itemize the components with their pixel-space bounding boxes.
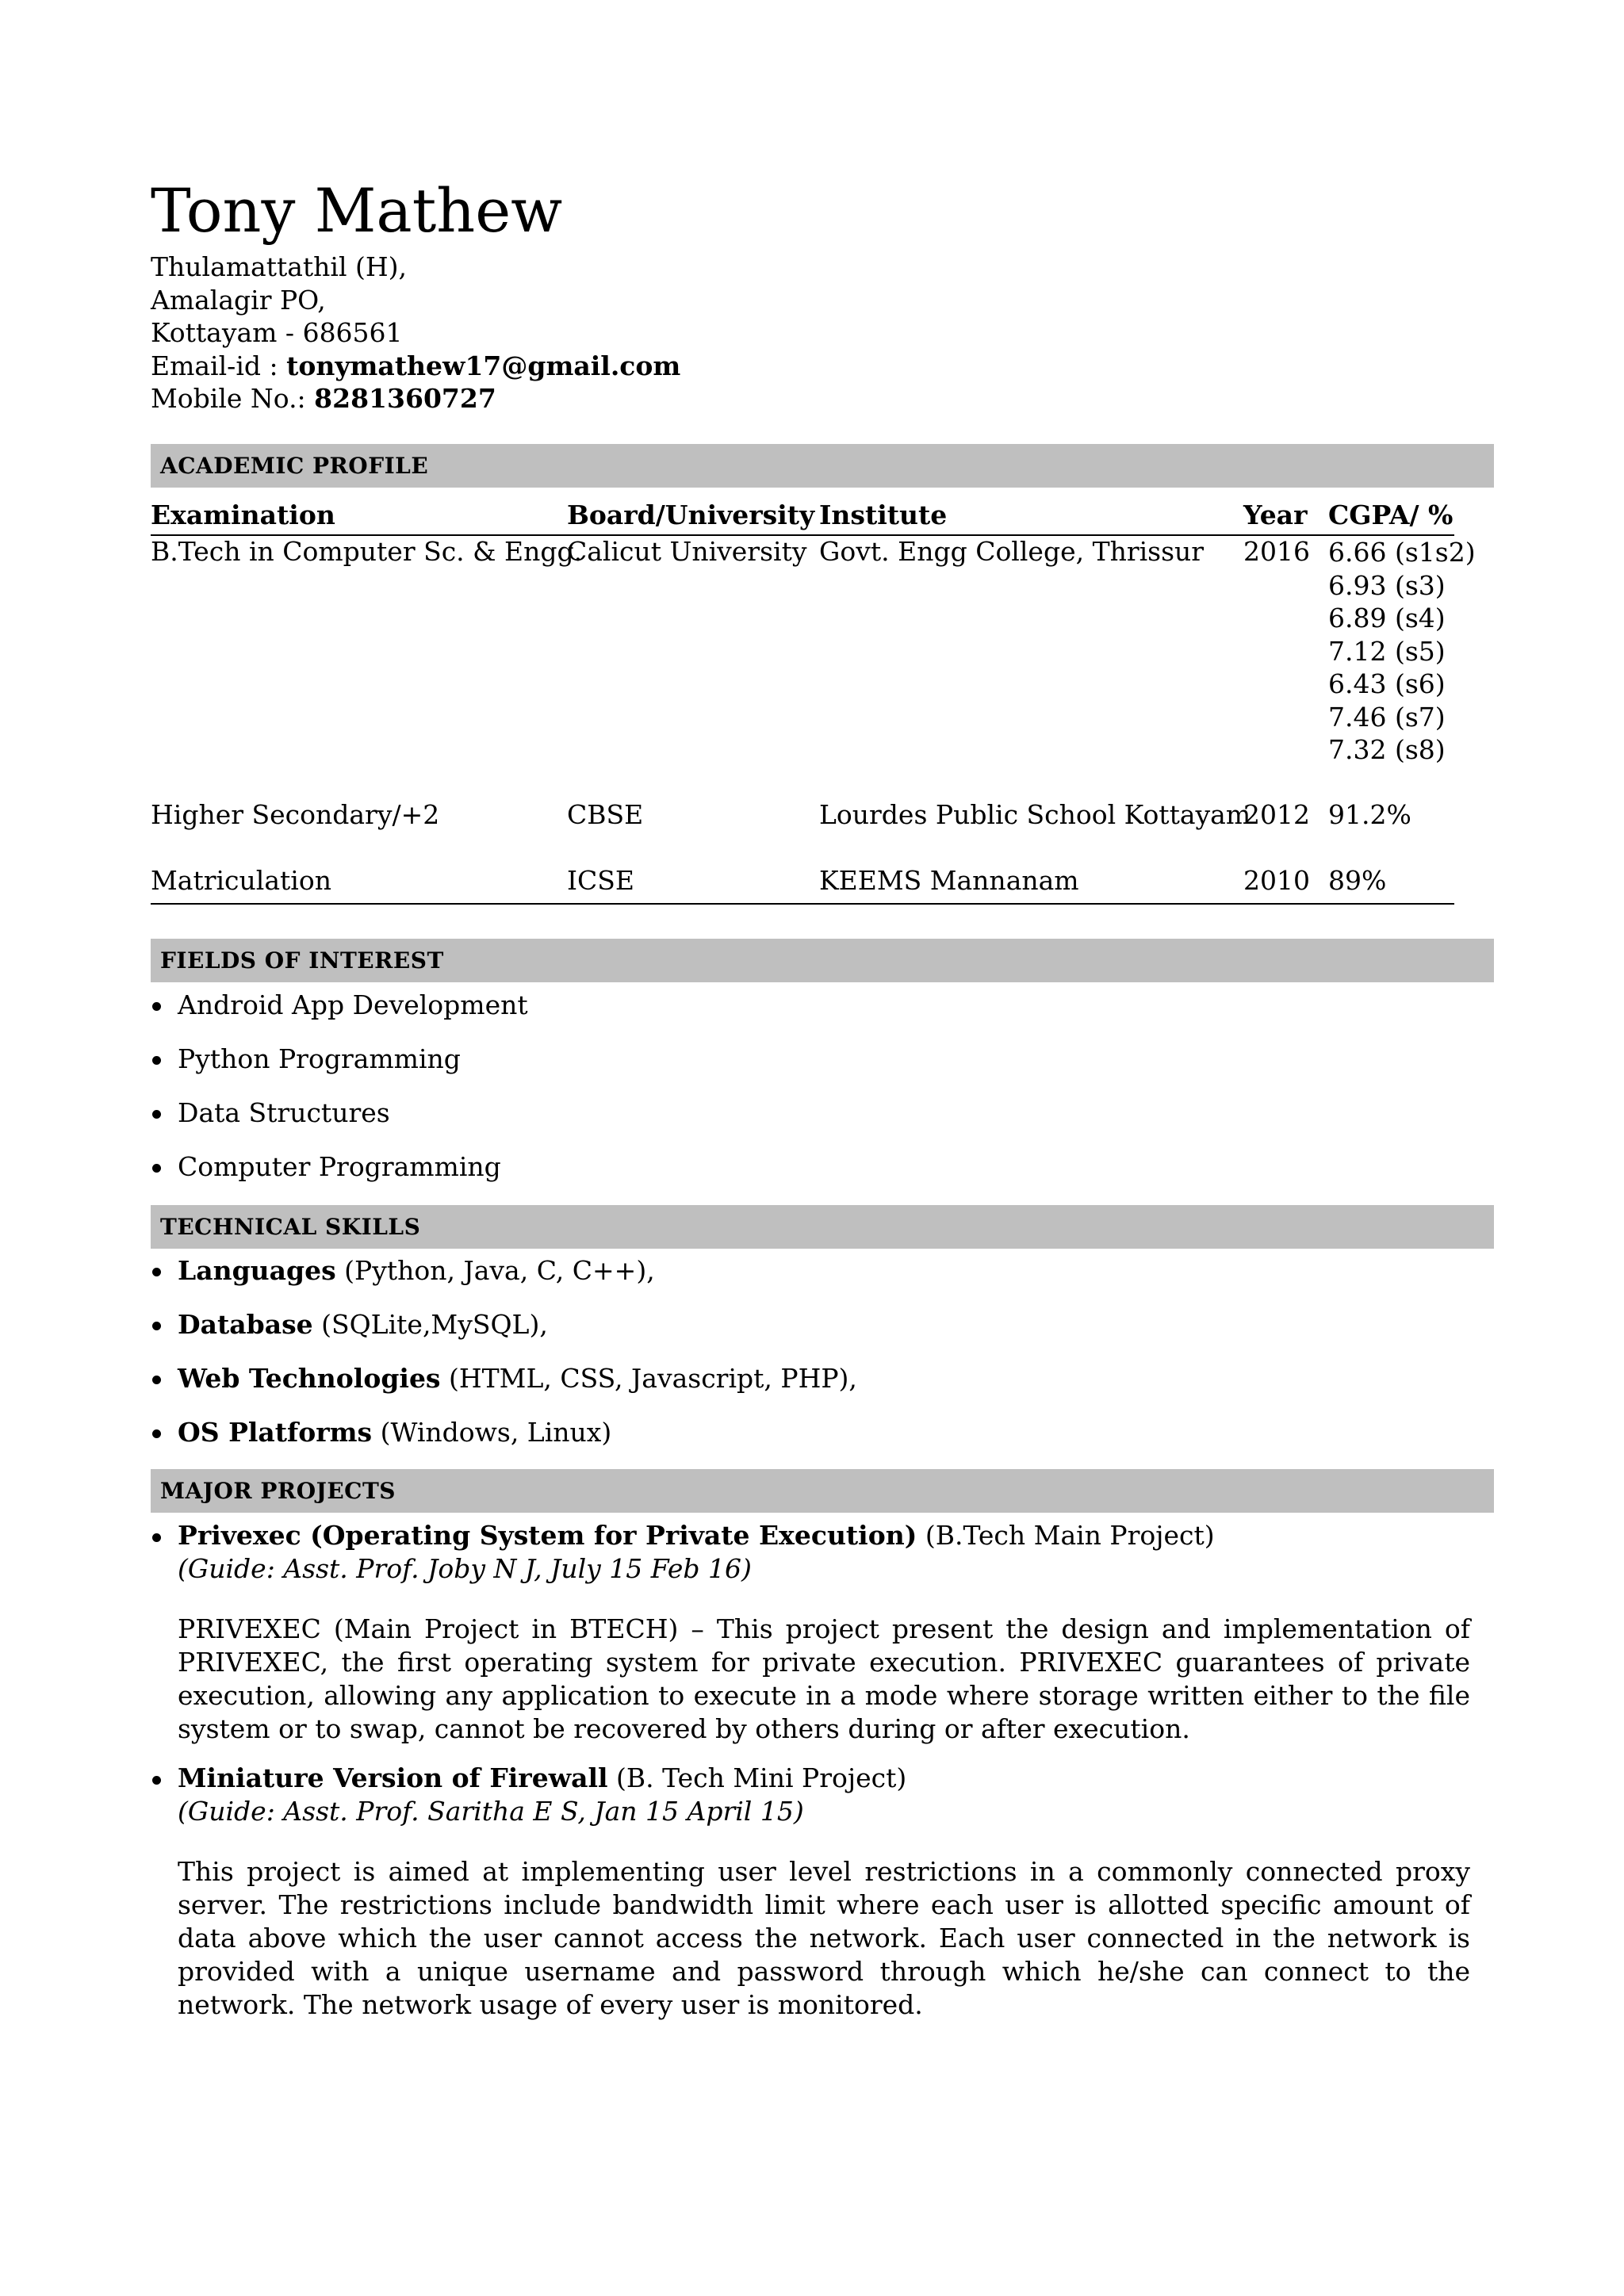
interest-label: Computer Programming — [178, 1151, 501, 1182]
project-title: Privexec (Operating System for Private Execution) — [178, 1520, 917, 1551]
grade-value: 7.46 (s7) — [1328, 701, 1446, 733]
skills-list — [151, 1255, 857, 1471]
exam-cell: Matriculation — [151, 865, 331, 896]
list-item — [151, 1363, 857, 1417]
institute-cell: KEEMS Mannanam — [819, 865, 1079, 896]
list-item — [151, 989, 528, 1043]
institute-cell: Lourdes Public School Kottayam — [819, 799, 1251, 830]
email-label: Email-id : — [151, 350, 287, 381]
bullet-icon — [152, 1056, 161, 1065]
address-line: Thulamattathil (H), — [151, 251, 408, 282]
skill-detail: (Python, Java, C, C++), — [335, 1255, 655, 1286]
skill-label: Languages — [178, 1255, 336, 1286]
grade-value: 7.12 (s5) — [1328, 635, 1446, 667]
board-cell: CBSE — [567, 799, 644, 830]
grade-value: 6.93 (s3) — [1328, 569, 1446, 601]
interest-label: Android App Development — [178, 989, 528, 1020]
project-item — [151, 1519, 1470, 1746]
bullet-icon — [152, 1322, 161, 1330]
list-item — [151, 1043, 528, 1097]
skill-label: Database — [178, 1309, 313, 1340]
list-item — [151, 1417, 857, 1471]
table-bottom-rule — [151, 903, 1454, 905]
project-description: This project is aimed at implementing user level restrictions in a commonly connected proxy server. The restrictions include bandwidth limit where each user is allotted specific amount of data above which the user cannot access the network. Each user connected in the network is provided with a unique username and password through which he/she can connect to the network. The network usage of every user is monitored. — [178, 1856, 1470, 2020]
column-header: CGPA/ % — [1328, 499, 1454, 530]
grade-value: 6.89 (s4) — [1328, 603, 1446, 633]
academic-table — [151, 499, 1476, 905]
list-item — [151, 1097, 528, 1151]
technical-skills-heading: TECHNICAL SKILLS — [151, 1205, 1494, 1249]
mobile-label: Mobile No.: — [151, 383, 315, 414]
table-row — [151, 865, 1454, 903]
skill-detail: (Windows, Linux) — [372, 1417, 612, 1448]
year-cell: 2010 — [1243, 865, 1310, 896]
column-header: Institute — [819, 499, 948, 530]
bullet-icon — [152, 1164, 161, 1173]
bullet-icon — [152, 1110, 161, 1119]
institute-cell: Govt. Engg College, Thrissur — [819, 536, 1205, 567]
grade-cell: 91.2% — [1328, 799, 1411, 830]
grade-value: 6.43 (s6) — [1328, 668, 1446, 699]
address-line: Kottayam - 686561 — [151, 317, 403, 348]
email-line — [151, 350, 680, 383]
year-cell: 2012 — [1243, 799, 1310, 830]
project-title: Miniature Version of Firewall — [178, 1762, 608, 1793]
interest-label: Python Programming — [178, 1043, 461, 1074]
resume-name: Tony Mathew — [151, 175, 563, 246]
major-projects-heading: MAJOR PROJECTS — [151, 1469, 1494, 1513]
skill-label: OS Platforms — [178, 1417, 373, 1448]
bullet-icon — [152, 1376, 161, 1384]
bullet-icon — [152, 1429, 161, 1438]
project-title-line — [151, 1519, 1470, 1552]
exam-cell: Higher Secondary/+2 — [151, 799, 440, 830]
mobile-number: 8281360727 — [314, 383, 496, 414]
grade-value: 6.66 (s1s2) — [1328, 537, 1476, 568]
skill-detail: (HTML, CSS, Javascript, PHP), — [440, 1363, 857, 1394]
contact-block — [151, 251, 680, 415]
table-row — [151, 536, 1476, 799]
column-header: Board/University — [567, 499, 815, 530]
project-description: PRIVEXEC (Main Project in BTECH) – This project present the design and implementation of PRIVEXEC, the first operating system for private execution. PRIVEXEC guarantees of private execution, allowing any application to execute in a mode where storage written either to the file system or to swap, cannot be recovered by others during or after execution. — [178, 1613, 1470, 1744]
board-cell: Calicut University — [567, 536, 807, 567]
project-guide: (Guide: Asst. Prof. Saritha E S, Jan 15 April 15) — [178, 1796, 804, 1827]
exam-cell: B.Tech in Computer Sc. & Engg. — [151, 536, 583, 567]
table-row — [151, 799, 1454, 865]
table-header — [151, 499, 1454, 536]
bullet-icon — [152, 1533, 161, 1542]
board-cell: ICSE — [567, 865, 634, 896]
bullet-icon — [152, 1268, 161, 1276]
interest-label: Data Structures — [178, 1097, 390, 1128]
academic-profile-heading: ACADEMIC PROFILE — [151, 444, 1494, 488]
project-title-line — [151, 1762, 1470, 1795]
project-item — [151, 1762, 1470, 2022]
project-type: (B.Tech Main Project) — [917, 1520, 1215, 1551]
mobile-line — [151, 382, 680, 415]
column-header: Year — [1243, 499, 1308, 530]
list-item — [151, 1151, 528, 1205]
skill-label: Web Technologies — [178, 1363, 441, 1394]
grade-cell: 89% — [1328, 865, 1387, 896]
skill-detail: (SQLite,MySQL), — [312, 1309, 548, 1340]
grade-value: 7.32 (s8) — [1328, 734, 1446, 765]
fields-of-interest-heading: FIELDS OF INTEREST — [151, 939, 1494, 982]
address-line: Amalagir PO, — [151, 284, 326, 316]
list-item — [151, 1255, 857, 1309]
column-header: Examination — [151, 499, 335, 530]
project-guide: (Guide: Asst. Prof. Joby N J, July 15 Feb 16) — [178, 1553, 752, 1584]
bullet-icon — [152, 1002, 161, 1011]
list-item — [151, 1309, 857, 1363]
email-address[interactable]: tonymathew17@gmail.com — [286, 350, 681, 381]
year-cell: 2016 — [1243, 536, 1310, 567]
grade-cell — [1328, 536, 1476, 767]
project-type: (B. Tech Mini Project) — [607, 1762, 907, 1793]
bullet-icon — [152, 1776, 161, 1785]
interests-list — [151, 989, 528, 1205]
